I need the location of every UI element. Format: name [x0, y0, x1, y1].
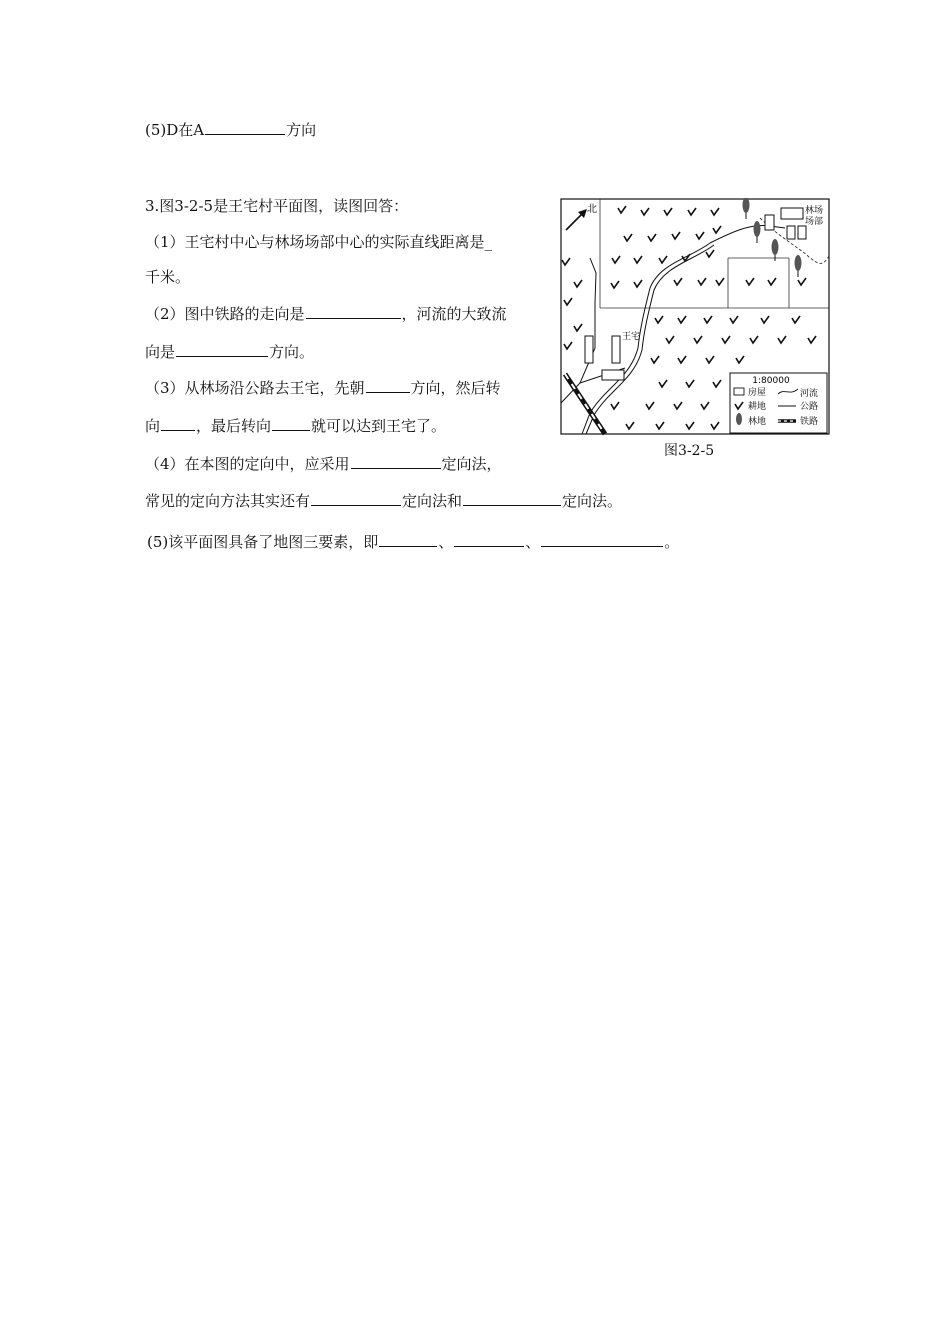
- answer-blank[interactable]: [311, 491, 401, 506]
- question-3-3-line1: （3）从林场沿公路去王宅，先朝 方向，然后转: [145, 379, 501, 397]
- north-label: 北: [587, 204, 597, 215]
- answer-blank[interactable]: [454, 532, 524, 547]
- answer-blank[interactable]: [379, 532, 437, 547]
- answer-blank[interactable]: [176, 342, 268, 357]
- map-legend: [730, 373, 827, 433]
- forest-farm-label-2: 场部: [805, 217, 824, 227]
- village-label: 王宅: [622, 332, 641, 342]
- question-3-intro: 3.图3-2-5是王宅村平面图，读图回答：: [145, 197, 409, 215]
- question-3-2-line1: （2）图中铁路的走向是 ，河流的大致流: [145, 305, 507, 323]
- question-3-2-line2: 向是 方向。: [145, 343, 315, 361]
- house-icon: [781, 208, 803, 219]
- legend-house-icon: [734, 388, 744, 395]
- answer-blank[interactable]: [351, 454, 441, 469]
- legend-river-label: 河流: [800, 389, 819, 399]
- legend-house-label: 房屋: [748, 388, 767, 398]
- figure-caption: 图3-2-5: [664, 443, 715, 459]
- legend-forest-label: 林地: [748, 417, 767, 427]
- legend-railway-label: 铁路: [800, 417, 819, 427]
- question-3-4-line1: （4）在本图的定向中，应采用 定向法，: [145, 455, 502, 473]
- answer-blank[interactable]: [366, 378, 410, 393]
- question-5-prev: (5)D在A 方向: [145, 121, 317, 139]
- map-scale: 1:80000: [752, 376, 790, 386]
- answer-blank[interactable]: [541, 532, 663, 547]
- legend-road-label: 公路: [800, 402, 819, 412]
- question-3-5: (5)该平面图具备了地图三要素，即 、 、 。: [147, 533, 680, 551]
- answer-blank[interactable]: [306, 304, 401, 319]
- map-svg: [560, 198, 832, 438]
- question-3-1-line1: （1）王宅村中心与林场场部中心的实际直线距离是_: [145, 233, 493, 251]
- legend-farmland-label: 耕地: [748, 402, 767, 412]
- answer-blank[interactable]: [161, 416, 195, 431]
- legend-forest-icon: [736, 413, 742, 425]
- question-3-3-line2: 向 ，最后转向 就可以达到王宅了。: [145, 417, 447, 435]
- question-3-4-line2: 常见的定向方法其实还有 定向法和 定向法。: [145, 492, 623, 510]
- answer-blank[interactable]: [272, 416, 310, 431]
- answer-blank[interactable]: [205, 120, 285, 135]
- answer-blank[interactable]: [463, 491, 561, 506]
- question-3-1-line2: 千米。: [145, 268, 191, 286]
- village-plan-map: [560, 198, 832, 438]
- forest-farm-label-1: 林场: [805, 206, 824, 216]
